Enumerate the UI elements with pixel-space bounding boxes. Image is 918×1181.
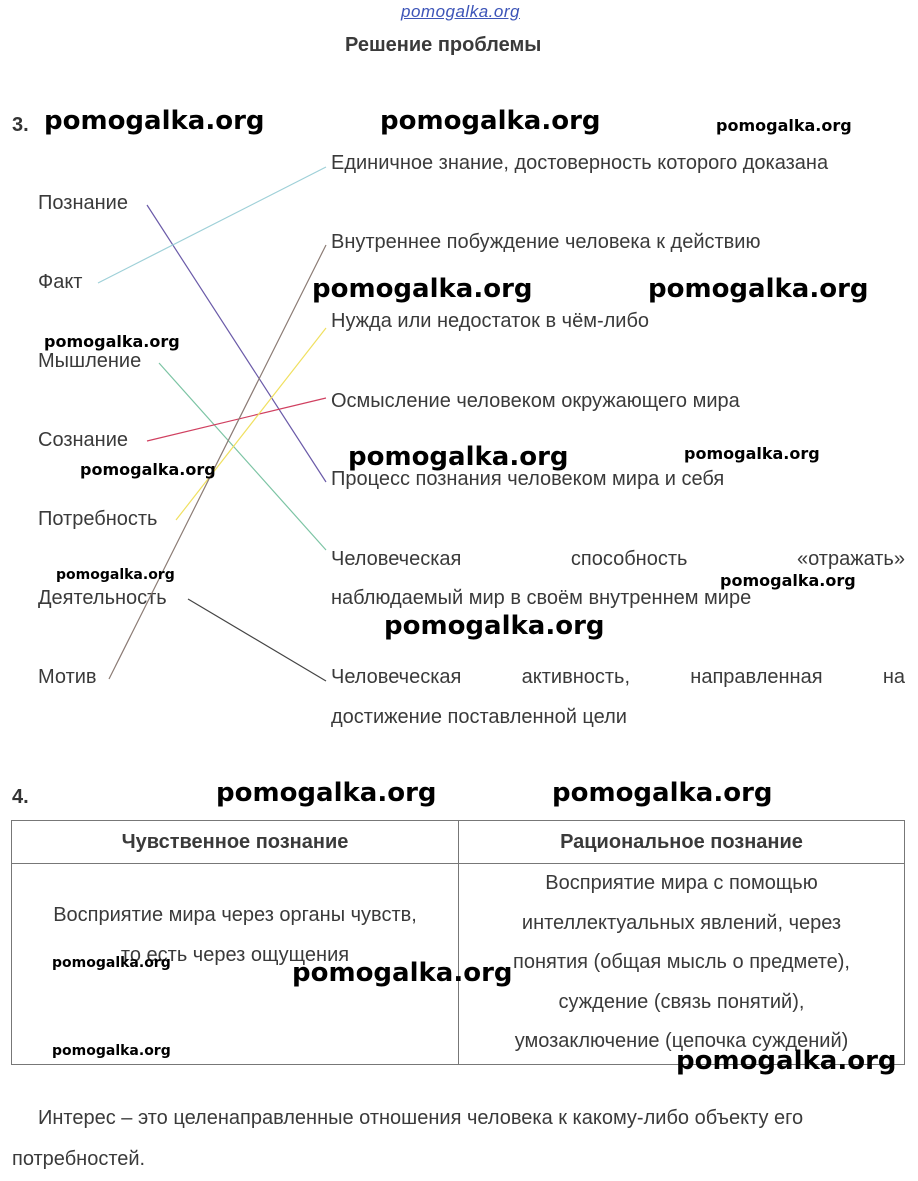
definition-word: Человеческая xyxy=(331,548,462,570)
cell-line: умозаключение (цепочка суждений) xyxy=(514,1030,849,1052)
term-need: Потребность xyxy=(38,508,158,530)
watermark: pomogalka.org xyxy=(380,106,601,136)
cell-line: то есть через ощущения xyxy=(120,943,350,966)
watermark: pomogalka.org xyxy=(292,958,513,988)
header-sensory: Чувственное познание xyxy=(12,821,459,864)
watermark: pomogalka.org xyxy=(684,444,820,463)
definition-activity-line2: достижение поставленной цели xyxy=(331,706,627,728)
term-thinking: Мышление xyxy=(38,350,142,372)
cell-line: интеллектуальных явлений, через xyxy=(521,911,842,934)
term-cognition: Познание xyxy=(38,192,128,214)
watermark: pomogalka.org xyxy=(56,567,175,583)
definition-consciousness: Осмысление человеком окружающего мира xyxy=(331,390,740,412)
definition-thinking-line2: наблюдаемый мир в своём внутреннем мире xyxy=(331,587,752,609)
definition-need: Нужда или недостаток в чём-либо xyxy=(331,310,650,332)
definition-motive: Внутреннее побуждение человека к действию xyxy=(331,231,761,253)
cell-line: Восприятие мира через органы чувств, xyxy=(53,904,417,926)
watermark: pomogalka.org xyxy=(44,106,265,136)
watermark: pomogalka.org xyxy=(80,460,216,479)
header-rational: Рациональное познание xyxy=(459,821,905,864)
watermark: pomogalka.org xyxy=(716,116,852,135)
link-consciousness xyxy=(147,398,326,441)
link-fact xyxy=(98,167,326,283)
definition-word: «отражать» xyxy=(797,548,905,570)
cell-line: Восприятие мира с помощью xyxy=(545,872,818,894)
definition-word: активность, xyxy=(521,666,630,688)
cell-line: понятия (общая мысль о предмете), xyxy=(513,951,850,973)
cell-rational xyxy=(459,864,905,1065)
definition-word: на xyxy=(882,666,905,688)
site-link[interactable]: pomogalka.org xyxy=(401,2,520,21)
task-4-number: 4. xyxy=(12,786,29,808)
definition-fact: Единичное знание, достоверность которого доказана xyxy=(331,152,829,174)
comparison-table xyxy=(11,820,905,1065)
task-3-number: 3. xyxy=(12,114,29,136)
watermark: pomogalka.org xyxy=(720,571,856,590)
watermark: pomogalka.org xyxy=(312,274,533,304)
term-consciousness: Сознание xyxy=(38,429,129,451)
link-thinking xyxy=(159,363,326,550)
term-activity: Деятельность xyxy=(38,587,167,609)
link-activity xyxy=(188,599,326,681)
term-motive: Мотив xyxy=(38,666,97,688)
watermark: pomogalka.org xyxy=(648,274,869,304)
watermark: pomogalka.org xyxy=(216,778,437,808)
watermark: pomogalka.org xyxy=(552,778,773,808)
watermark: pomogalka.org xyxy=(52,1043,171,1059)
page-title: Решение проблемы xyxy=(345,34,542,56)
link-need xyxy=(176,328,326,520)
definition-word: способность xyxy=(570,548,688,570)
watermark: pomogalka.org xyxy=(52,955,171,971)
watermark: pomogalka.org xyxy=(384,611,605,641)
term-fact: Факт xyxy=(38,271,83,293)
table-header-row xyxy=(12,821,905,864)
definition-cognition: Процесс познания человеком мира и себя xyxy=(331,468,725,490)
cell-line: суждение (связь понятий), xyxy=(558,990,805,1013)
watermark: pomogalka.org xyxy=(676,1046,897,1076)
definition-word: Человеческая xyxy=(331,666,462,688)
definition-word: направленная xyxy=(690,666,823,688)
watermark: pomogalka.org xyxy=(44,332,180,351)
watermark: pomogalka.org xyxy=(348,442,569,472)
interest-paragraph: Интерес – это целенаправленные отношения человека к какому-либо объекту его потребностей. xyxy=(12,1107,804,1170)
